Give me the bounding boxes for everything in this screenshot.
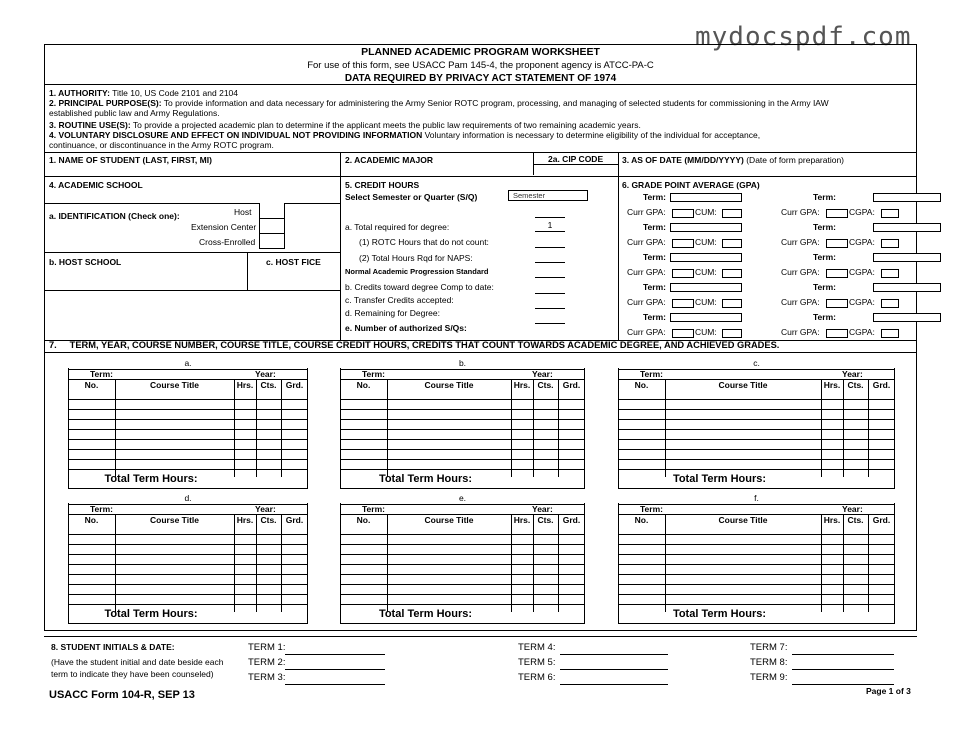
curr-gpa-label: Curr GPA: [627,237,666,247]
cross-enrolled-checkbox[interactable] [259,233,285,249]
privacy-title: DATA REQUIRED BY PRIVACY ACT STATEMENT OF 1974 [344,73,617,84]
year-label: Year: [842,504,863,514]
table-row[interactable] [340,604,585,605]
cgpa-input[interactable] [881,269,899,278]
table-row[interactable] [618,459,895,460]
form-subtitle: For use of this form, see USACC Pam 145-4, the proponent agency is ATCC-PA-C [307,60,654,71]
term-label: Term: [362,504,385,514]
col-grd: Grd. [872,515,891,525]
table-row[interactable] [340,439,585,440]
cgpa-label: CGPA: [849,237,875,247]
naps-standard-label: Normal Academic Progression Standard [345,267,489,276]
table-row[interactable] [618,574,895,575]
cum-label: CUM: [695,297,717,307]
gpa-term-label: Term: [813,192,836,202]
cgpa-input[interactable] [881,299,899,308]
table-row[interactable] [340,429,585,430]
privacy-voluntary: 4. VOLUNTARY DISCLOSURE AND EFFECT ON INDIVIDUAL NOT PROVIDING INFORMATION Voluntary information is necessary to determine eligibility of the individual for acceptance, [49,130,761,140]
curr-gpa-label: Curr GPA: [781,297,820,307]
col-no: No. [634,380,649,390]
curr-gpa-input[interactable] [826,239,848,248]
table-row[interactable] [68,554,308,555]
gpa-term-input[interactable] [873,283,941,292]
col-cts: Cts. [260,515,277,525]
gpa-term-label: Term: [643,282,666,292]
term-label: Term: [640,504,663,514]
term-initials-input[interactable] [560,684,668,685]
cum-label: CUM: [695,267,717,277]
col-grd: Grd. [562,380,581,390]
term-initials-input[interactable] [792,669,894,670]
col-hrs: Hrs. [236,515,254,525]
transfer-credits-label: c. Transfer Credits accepted: [345,295,454,305]
table-row[interactable] [340,459,585,460]
cum-input[interactable] [722,329,742,338]
col-cts: Cts. [847,380,864,390]
remaining-label: d. Remaining for Degree: [345,308,440,318]
naps-label: (2) Total Hours Rqd for NAPS: [359,253,473,263]
total-term-hours: Total Term Hours: [672,608,767,620]
host-checkbox[interactable] [259,203,285,219]
gpa-term-label: Term: [813,222,836,232]
term-block-letter: d. [184,493,192,503]
col-no: No. [356,380,371,390]
gpa-term-input[interactable] [670,313,742,322]
total-term-hours: Total Term Hours: [378,473,473,485]
gpa-label: 6. GRADE POINT AVERAGE (GPA) [622,180,760,190]
col-cts: Cts. [847,515,864,525]
term-initials-input[interactable] [285,654,385,655]
col-hrs: Hrs. [823,380,841,390]
col-hrs: Hrs. [236,380,254,390]
table-row[interactable] [68,534,308,535]
total-term-hours: Total Term Hours: [672,473,767,485]
total-term-hours: Total Term Hours: [104,473,198,485]
table-row[interactable] [340,534,585,535]
col-course-title: Course Title [424,380,474,390]
table-row[interactable] [68,604,308,605]
cum-input[interactable] [722,299,742,308]
cgpa-input[interactable] [881,239,899,248]
extension-label: Extension Center [191,222,257,232]
cgpa-label: CGPA: [849,297,875,307]
term-initials-label: TERM 4: [518,642,556,653]
col-grd: Grd. [562,515,581,525]
host-label: Host [234,207,252,217]
table-row[interactable] [68,574,308,575]
year-label: Year: [255,504,276,514]
host-fice-label: c. HOST FICE [266,257,321,267]
host-school-label: b. HOST SCHOOL [49,257,122,267]
col-course-title: Course Title [718,380,768,390]
gpa-term-label: Term: [813,312,836,322]
table-row[interactable] [340,564,585,565]
gpa-term-label: Term: [643,222,666,232]
term-initials-label: TERM 5: [518,657,556,668]
cgpa-label: CGPA: [849,207,875,217]
term-initials-input[interactable] [285,669,385,670]
table-row[interactable] [618,534,895,535]
privacy-routine: 3. ROUTINE USE(S): To provide a projected academic plan to determine if the applicant meets the public law requirements of two remaining academic years. [49,120,641,130]
total-required-value[interactable]: 1 [547,220,553,230]
term-block-letter: e. [458,493,467,503]
table-row[interactable] [68,439,308,440]
term-initials-label: TERM 9: [750,672,788,683]
term-initials-input[interactable] [560,654,668,655]
curr-gpa-input[interactable] [826,299,848,308]
gpa-term-input[interactable] [873,193,941,202]
gpa-term-input[interactable] [670,223,742,232]
term-initials-label: TERM 2: [248,657,286,668]
table-row[interactable] [618,604,895,605]
col-hrs: Hrs. [513,380,531,390]
gpa-term-input[interactable] [670,193,742,202]
cgpa-input[interactable] [881,329,899,338]
cum-label: CUM: [695,327,717,337]
curr-gpa-label: Curr GPA: [781,237,820,247]
term-label: Term: [640,369,663,379]
total-term-hours: Total Term Hours: [378,608,473,620]
extension-checkbox[interactable] [259,218,285,234]
curr-gpa-label: Curr GPA: [781,267,820,277]
table-row[interactable] [340,594,585,595]
term-block-letter: c. [753,358,760,368]
col-course-title: Course Title [718,515,768,525]
curr-gpa-label: Curr GPA: [627,207,666,217]
table-row[interactable] [68,399,308,400]
table-row[interactable] [618,409,895,410]
cip-label: 2a. CIP CODE [548,154,604,164]
gpa-term-input[interactable] [873,253,941,262]
watermark: mydocspdf.com [695,22,912,52]
table-row[interactable] [340,409,585,410]
section7-title: 7. TERM, YEAR, COURSE NUMBER, COURSE TITLE, COURSE CREDIT HOURS, CREDITS THAT COUNT TOWARDS ACADEMIC DEGREE, AND ACHIEVED GRADES. [49,340,780,350]
table-row[interactable] [618,584,895,585]
curr-gpa-input[interactable] [672,299,694,308]
curr-gpa-input[interactable] [826,329,848,338]
term-initials-label: TERM 3: [248,672,286,683]
table-row[interactable] [340,449,585,450]
form-number: USACC Form 104-R, SEP 13 [49,689,195,701]
term-initials-input[interactable] [285,684,385,685]
gpa-term-input[interactable] [670,253,742,262]
col-no: No. [634,515,649,525]
name-label: 1. NAME OF STUDENT (LAST, FIRST, MI) [49,155,212,165]
cgpa-label: CGPA: [849,267,875,277]
table-row[interactable] [340,544,585,545]
table-row[interactable] [340,469,585,470]
curr-gpa-label: Curr GPA: [627,327,666,337]
gpa-term-input[interactable] [873,223,941,232]
table-row[interactable] [340,574,585,575]
table-row[interactable] [618,594,895,595]
privacy-purpose: 2. PRINCIPAL PURPOSE(S): To provide information and data necessary for administering the Army Senior ROTC program, processing, and managing of selected students for commissioning in the Army IAW [49,98,829,108]
gpa-term-label: Term: [643,312,666,322]
table-row[interactable] [68,409,308,410]
table-row[interactable] [68,419,308,420]
curr-gpa-input[interactable] [826,209,848,218]
term-initials-label: TERM 6: [518,672,556,683]
asof-label: 3. AS OF DATE (MM/DD/YYYY) (Date of form preparation) [622,155,845,165]
col-cts: Cts. [537,380,554,390]
form-title: PLANNED ACADEMIC PROGRAM WORKSHEET [361,46,600,58]
table-row[interactable] [618,399,895,400]
curr-gpa-label: Curr GPA: [627,267,666,277]
term-block-letter: b. [458,358,467,368]
select-sq-label: Select Semester or Quarter (S/Q) [345,192,478,202]
table-row[interactable] [618,554,895,555]
table-row[interactable] [68,594,308,595]
gpa-term-label: Term: [643,252,666,262]
cum-input[interactable] [722,239,742,248]
col-course-title: Course Title [424,515,474,525]
year-label: Year: [842,369,863,379]
identification-label: a. IDENTIFICATION (Check one): [49,211,180,221]
curr-gpa-input[interactable] [672,239,694,248]
table-row[interactable] [618,429,895,430]
privacy-purpose-cont: established public law and Army Regulations. [49,108,220,118]
term-initials-input[interactable] [792,684,894,685]
col-hrs: Hrs. [513,515,531,525]
table-row[interactable] [618,469,895,470]
page-number: Page 1 of 3 [866,686,911,696]
table-row[interactable] [68,449,308,450]
col-grd: Grd. [285,515,304,525]
col-no: No. [84,515,99,525]
col-no: No. [356,515,371,525]
table-row[interactable] [340,419,585,420]
term-block-letter: a. [184,358,192,368]
rotc-hours-label: (1) ROTC Hours that do not count: [359,237,489,247]
major-label: 2. ACADEMIC MAJOR [345,155,433,165]
table-row[interactable] [618,419,895,420]
school-label: 4. ACADEMIC SCHOOL [49,180,143,190]
section8-note-2: term to indicate they have been counseled) [51,669,214,679]
term-initials-input[interactable] [792,654,894,655]
section8-title: 8. STUDENT INITIALS & DATE: [51,642,175,652]
curr-gpa-label: Curr GPA: [781,327,820,337]
col-cts: Cts. [537,515,554,525]
cum-label: CUM: [695,207,717,217]
semester-quarter-select[interactable]: Semester [508,190,588,201]
curr-gpa-input[interactable] [672,209,694,218]
term-initials-input[interactable] [560,669,668,670]
term-label: Term: [90,369,113,379]
curr-gpa-input[interactable] [826,269,848,278]
cum-input[interactable] [722,209,742,218]
table-row[interactable] [68,544,308,545]
table-row[interactable] [68,459,308,460]
table-row[interactable] [340,584,585,585]
table-row[interactable] [618,564,895,565]
privacy-voluntary-cont: continuance, or discontinuance in the Army ROTC program. [49,140,274,150]
total-term-hours: Total Term Hours: [104,608,198,620]
privacy-authority: 1. AUTHORITY: Title 10, US Code 2101 and 2104 [49,88,238,98]
gpa-term-label: Term: [813,282,836,292]
col-grd: Grd. [285,380,304,390]
table-row[interactable] [68,469,308,470]
term-initials-label: TERM 1: [248,642,286,653]
curr-gpa-label: Curr GPA: [627,297,666,307]
table-row[interactable] [68,429,308,430]
term-block-letter: f. [754,493,759,503]
table-row[interactable] [68,584,308,585]
table-row[interactable] [618,449,895,450]
year-label: Year: [532,369,553,379]
col-hrs: Hrs. [823,515,841,525]
table-row[interactable] [340,399,585,400]
cgpa-label: CGPA: [849,327,875,337]
table-row[interactable] [68,564,308,565]
authorized-sq-label: e. Number of authorized S/Qs: [345,323,467,333]
cum-input[interactable] [722,269,742,278]
table-row[interactable] [618,439,895,440]
term-label: Term: [90,504,113,514]
term-initials-label: TERM 8: [750,657,788,668]
year-label: Year: [255,369,276,379]
gpa-term-label: Term: [813,252,836,262]
cross-enrolled-label: Cross-Enrolled [199,237,256,247]
col-no: No. [84,380,99,390]
credits-to-date-label: b. Credits toward degree Comp to date: [345,282,494,292]
total-required-label: a. Total required for degree: [345,222,450,232]
year-label: Year: [532,504,553,514]
gpa-term-label: Term: [643,192,666,202]
col-cts: Cts. [260,380,277,390]
col-grd: Grd. [872,380,891,390]
cgpa-input[interactable] [881,209,899,218]
gpa-term-input[interactable] [670,283,742,292]
curr-gpa-input[interactable] [672,269,694,278]
term-label: Term: [362,369,385,379]
section8-note-1: (Have the student initial and date beside each [51,657,224,667]
credit-hours-label: 5. CREDIT HOURS [345,180,420,190]
gpa-term-input[interactable] [873,313,941,322]
table-row[interactable] [618,544,895,545]
term-initials-label: TERM 7: [750,642,788,653]
curr-gpa-label: Curr GPA: [781,207,820,217]
table-row[interactable] [340,554,585,555]
col-course-title: Course Title [150,380,199,390]
cum-label: CUM: [695,237,717,247]
curr-gpa-input[interactable] [672,329,694,338]
col-course-title: Course Title [150,515,199,525]
